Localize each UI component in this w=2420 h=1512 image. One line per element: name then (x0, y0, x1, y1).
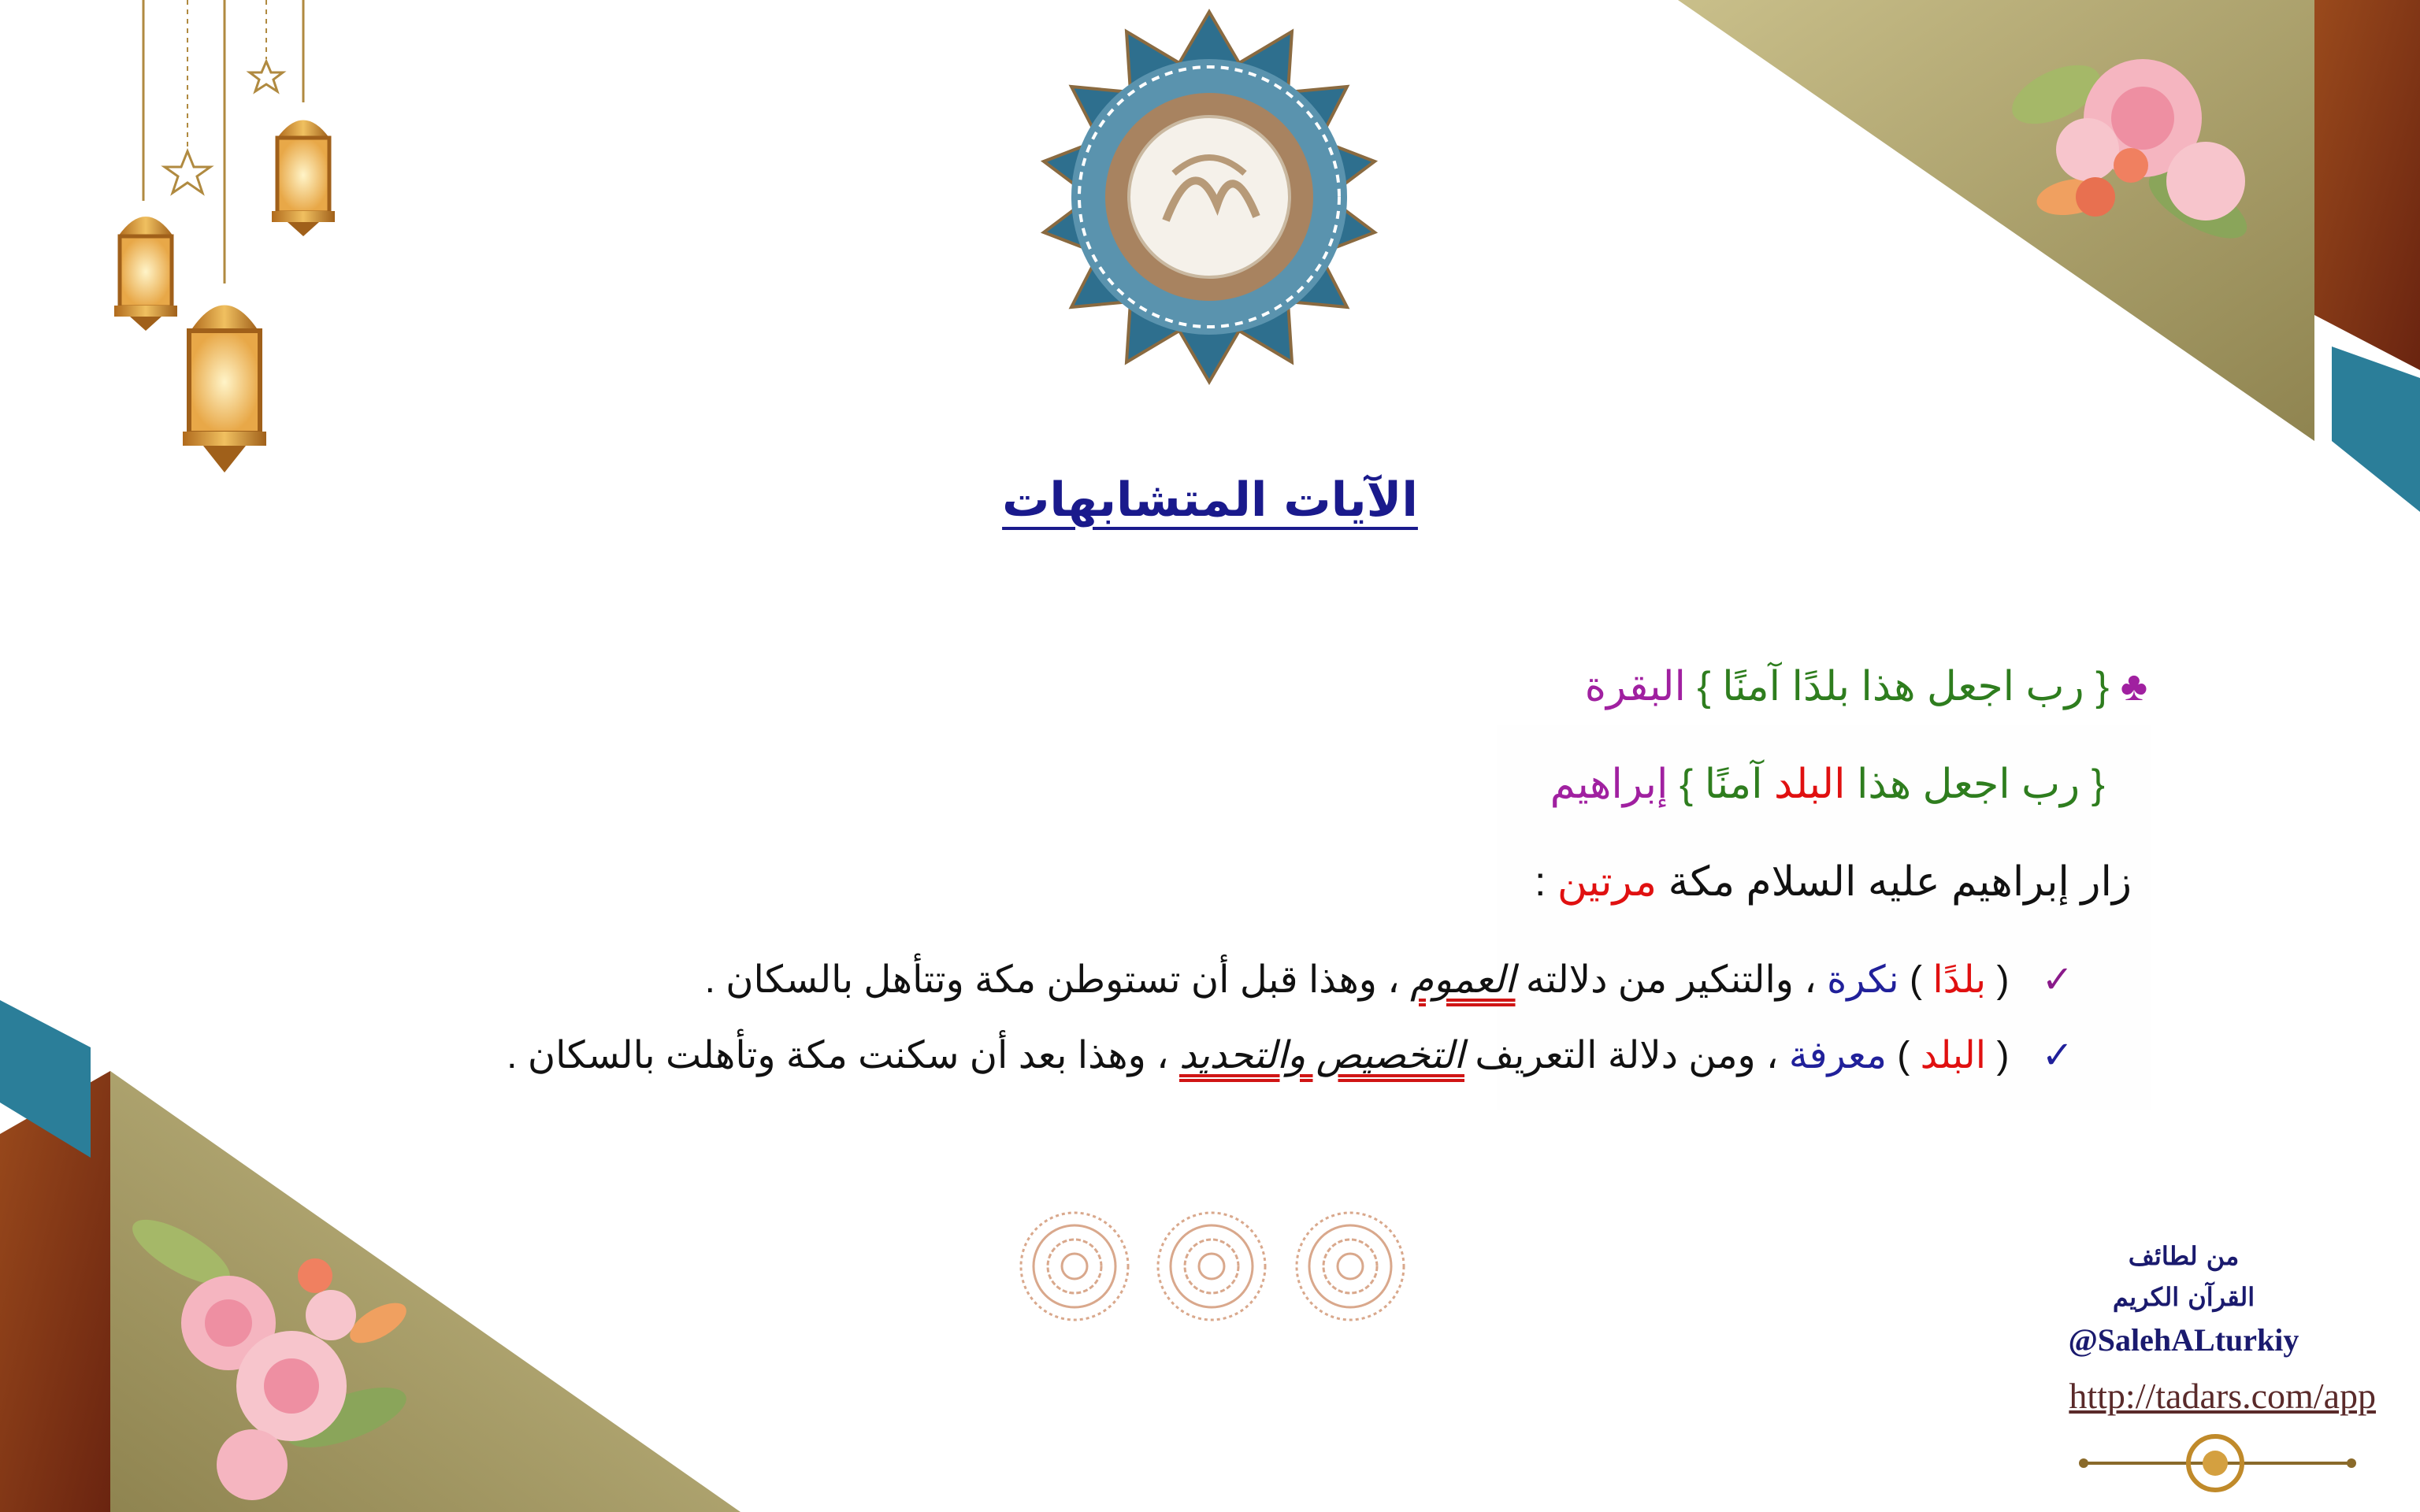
point1-word: بلدًا (1932, 959, 1987, 1001)
verse1-text-end: آمنًا (1722, 664, 1781, 710)
intro-line (1535, 858, 2132, 906)
credit-line-1: من لطائف (2128, 1241, 2240, 1271)
point1-mid: ، والتنكير من دلالته (1525, 959, 1817, 1001)
verse2-text: رب اجعل هذا (1856, 762, 2080, 807)
point1-type: نكرة (1827, 959, 1899, 1001)
point2-tail: ، وهذا بعد أن سكنت مكة وتأهلت بالسكان . (507, 1035, 1169, 1077)
verse2-text-end: آمنًا (1704, 762, 1763, 807)
point1-close-paren: ) (1910, 959, 1922, 1001)
check-icon: ✓ (2041, 1035, 2073, 1077)
intro-colon: : (1534, 859, 1546, 905)
intro-highlight: مرتين (1557, 859, 1657, 905)
point1-open-paren: ( (1996, 959, 2010, 1001)
website-link[interactable]: http://tadars.com/app (2069, 1376, 2376, 1416)
point2-open-paren: ( (1996, 1035, 2010, 1077)
credit-line-2: القرآن الكريم (2112, 1282, 2255, 1312)
verse2-open-brace: { (2091, 762, 2105, 807)
hanging-lanterns-icon (114, 0, 335, 472)
verse-line-1 (1585, 663, 2147, 710)
point2-mid: ، ومن دلالة التعريف (1475, 1035, 1779, 1077)
intro-text: زار إبراهيم عليه السلام مكة (1668, 859, 2132, 905)
page-title: الآيات المتشابهات (1002, 472, 1418, 528)
point1-tail: ، وهذا قبل أن تستوطن مكة وتتأهل بالسكان . (704, 959, 1400, 1001)
twitter-handle[interactable]: @SalehALturkiy (2068, 1322, 2299, 1358)
verse2-keyword: البلد (1774, 762, 1846, 807)
verse1-text: رب اجعل هذا (1861, 664, 2084, 710)
point2-word: البلد (1920, 1035, 1987, 1077)
verse2-surah: إبراهيم (1550, 762, 1668, 807)
point2-emphasis: التخصيص والتحديد (1178, 1035, 1465, 1077)
club-bullet-icon: ♣ (2120, 664, 2147, 710)
tadabbur-al-quran-medallion-logo (1044, 12, 1375, 382)
verse-line-2 (1550, 761, 2105, 808)
verse1-keyword: بلدًا (1791, 664, 1850, 710)
verse1-close-brace: } (1697, 664, 1711, 710)
divider-ornament-icon (2079, 1436, 2356, 1490)
verse2-close-brace: } (1679, 762, 1694, 807)
verse1-surah: البقرة (1584, 664, 1686, 710)
point-1 (705, 958, 2073, 1002)
check-icon: ✓ (2041, 959, 2073, 1001)
mandala-ornament-icon (1021, 1213, 1404, 1320)
verse1-open-brace: { (2095, 664, 2110, 710)
point2-type: معرفة (1788, 1035, 1887, 1077)
point1-emphasis: العموم (1410, 959, 1516, 1001)
point2-close-paren: ) (1897, 1035, 1910, 1077)
point-2 (507, 1033, 2073, 1077)
